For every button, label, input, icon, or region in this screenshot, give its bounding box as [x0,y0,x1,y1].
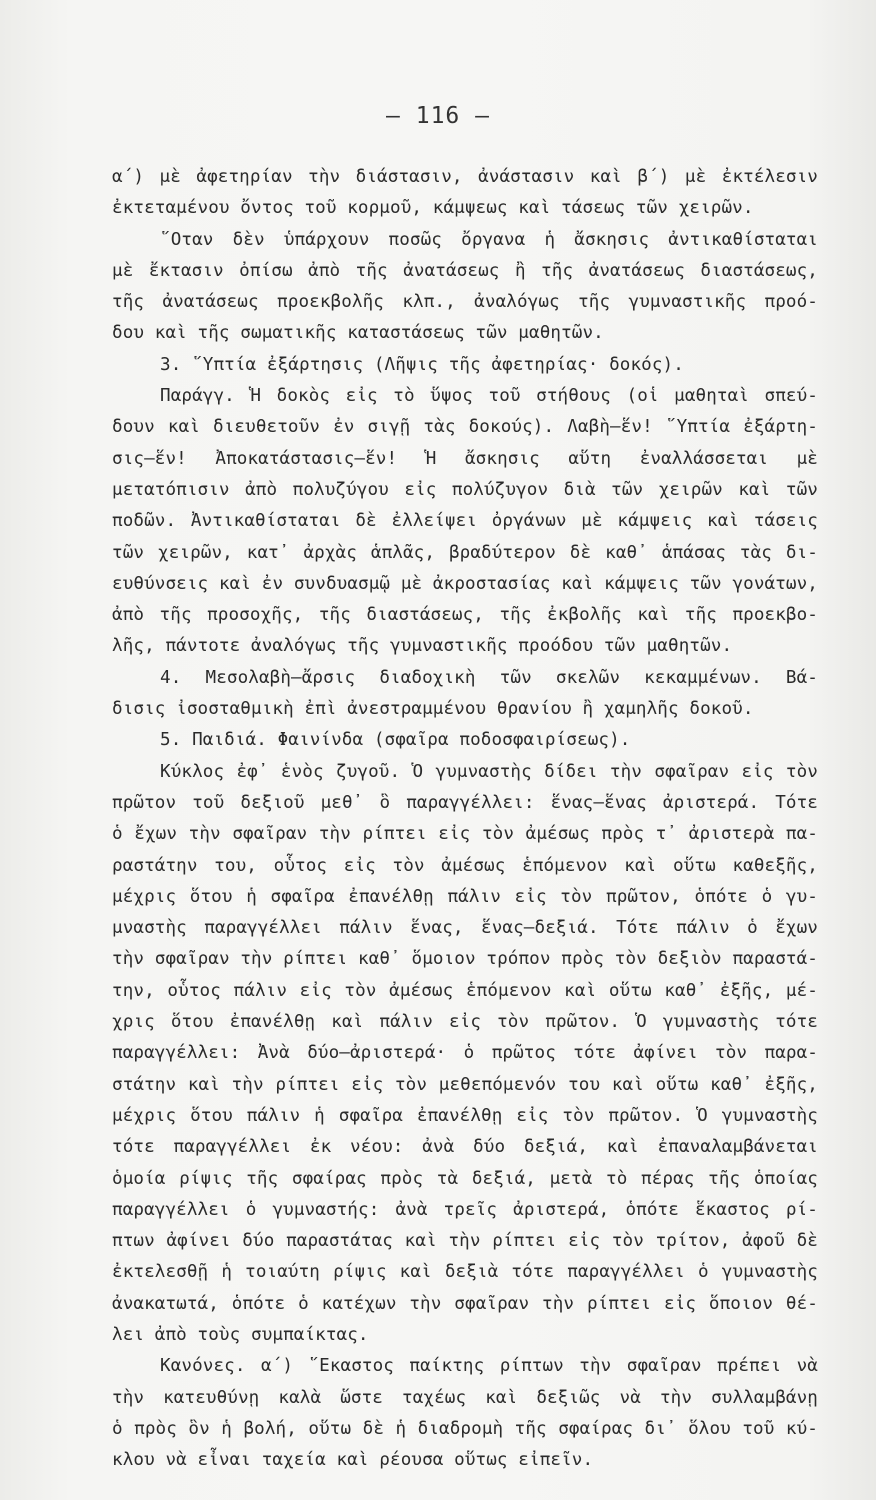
text-line: μναστὴς παραγγέλλει πάλιν ἕνας, ἕνας—δεξιά. Τότε πάλιν ὁ ἔχων [112,918,818,939]
text-line: τῶν χειρῶν, κατ᾽ ἀρχὰς ἁπλᾶς, βραδύτερον δὲ καθ᾽ ἁπάσας τὰς δι- [112,542,818,563]
text-line: παραγγέλλει: Ἀνὰ δύο—ἀριστερά· ὁ πρῶτος τότε ἀφίνει τὸν παρα- [112,1043,818,1064]
text-line: την, οὗτος πάλιν εἰς τὸν ἀμέσως ἑπόμενον καὶ οὕτω καθ᾽ ἐξῆς, μέ- [112,980,818,1001]
text-line: ὁ ἔχων τὴν σφαῖραν τὴν ρίπτει εἰς τὸν ἀμέσως πρὸς τ᾽ ἀριστερὰ πα- [112,824,818,845]
page-number: — 116 — [386,103,490,129]
text-line: κλου νὰ εἶναι ταχεία καὶ ρέουσα οὕτως εἰπεῖν. [112,1450,594,1471]
text-line: 3. ῞Υπτία ἐξάρτησις (Λῆψις τῆς ἀφετηρίας· δοκός). [160,354,684,375]
text-line: λει ἀπὸ τοὺς συμπαίκτας. [112,1324,369,1345]
text-line: δου καὶ τῆς σωματικῆς καταστάσεως τῶν μαθητῶν. [112,323,604,344]
text-line: ραστάτην του, οὗτος εἰς τὸν ἀμέσως ἑπόμενον καὶ οὕτω καθεξῆς, [112,855,818,876]
text-line: μὲ ἔκτασιν ὀπίσω ἀπὸ τῆς ἀνατάσεως ἢ τῆς ἀνατάσεως διαστάσεως, [112,260,818,281]
text-line: τὴν κατευθύνῃ καλὰ ὥστε ταχέως καὶ δεξιῶς νὰ τὴν συλλαμβάνῃ [112,1387,818,1408]
text-line: Κανόνες. α΄) ῞Εκαστος παίκτης ρίπτων τὴν σφαῖραν πρέπει νὰ [160,1356,818,1377]
text-line: ἀπὸ τῆς προσοχῆς, τῆς διαστάσεως, τῆς ἐκβολῆς καὶ τῆς προεκβο- [112,605,818,626]
text-line: στάτην καὶ τὴν ρίπτει εἰς τὸν μεθεπόμενόν του καὶ οὕτω καθ᾽ ἐξῆς, [112,1074,818,1095]
text-line: μετατόπισιν ἀπὸ πολυζύγου εἰς πολύζυγον διὰ τῶν χειρῶν καὶ τῶν [112,479,818,500]
text-line: ὁμοία ρίψις τῆς σφαίρας πρὸς τὰ δεξιά, μετὰ τὸ πέρας τῆς ὁποίας [112,1168,818,1189]
text-line: ἐκτεταμένου ὄντος τοῦ κορμοῦ, κάμψεως καὶ τάσεως τῶν χειρῶν. [112,198,754,219]
text-line: ῞Οταν δὲν ὑπάρχουν ποσῶς ὄργανα ἡ ἄσκησις ἀντικαθίσταται [160,229,818,250]
text-line: δισις ἰσοσταθμικὴ ἐπὶ ἀνεστραμμένου θρανίου ἢ χαμηλῆς δοκοῦ. [112,699,754,720]
text-line: μέχρις ὅτου πάλιν ἡ σφαῖρα ἐπανέλθῃ εἰς τὸν πρῶτον. Ὁ γυμναστὴς [112,1105,818,1126]
body-text [112,162,818,1476]
text-line: ευθύνσεις καὶ ἐν συνδυασμῷ μὲ ἀκροστασίας καὶ κάμψεις τῶν γονάτων, [112,573,818,594]
text-line: ἀνακατωτά, ὁπότε ὁ κατέχων τὴν σφαῖραν τὴν ρίπτει εἰς ὅποιον θέ- [112,1293,818,1314]
text-line: α΄) μὲ ἀφετηρίαν τὴν διάστασιν, ἀνάστασιν καὶ β΄) μὲ ἐκτέλεσιν [112,167,818,187]
text-line: χρις ὅτου ἐπανέλθῃ καὶ πάλιν εἰς τὸν πρῶτον. Ὁ γυμναστὴς τότε [112,1012,818,1033]
text-line: πρῶτον τοῦ δεξιοῦ μεθ᾽ ὃ παραγγέλλει: ἕνας—ἕνας ἀριστερά. Τότε [112,792,818,813]
text-line: ἐκτελεσθῇ ἡ τοιαύτη ρίψις καὶ δεξιὰ τότε παραγγέλλει ὁ γυμναστὴς [112,1262,818,1283]
text-line: λῆς, πάντοτε ἀναλόγως τῆς γυμναστικῆς προόδου τῶν μαθητῶν. [112,636,733,657]
text-line: ποδῶν. Ἀντικαθίσταται δὲ ἐλλείψει ὀργάνων μὲ κάμψεις καὶ τάσεις [112,511,818,532]
text-line: 5. Παιδιά. Φαινίνδα (σφαῖρα ποδοσφαιρίσεως). [160,730,631,751]
text-line: τὴν σφαῖραν τὴν ρίπτει καθ᾽ ὅμοιον τρόπον πρὸς τὸν δεξιὸν παραστά- [112,949,818,970]
text-line: τῆς ἀνατάσεως προεκβολῆς κλπ., ἀναλόγως τῆς γυμναστικῆς προό- [112,292,818,313]
text-line: 4. Μεσολαβὴ—ἄρσις διαδοχικὴ τῶν σκελῶν κεκαμμένων. Βά- [160,667,818,688]
text-line: πτων ἀφίνει δύο παραστάτας καὶ τὴν ρίπτει εἰς τὸν τρίτον, ἀφοῦ δὲ [112,1231,818,1252]
text-line: Παράγγ. Ἡ δοκὸς εἰς τὸ ὕψος τοῦ στήθους (οἱ μαθηταὶ σπεύ- [160,386,818,407]
text-line: παραγγέλλει ὁ γυμναστής: ἀνὰ τρεῖς ἀριστερά, ὁπότε ἕκαστος ρί- [112,1199,818,1220]
text-line: τότε παραγγέλλει ἐκ νέου: ἀνὰ δύο δεξιά, καὶ ἐπαναλαμβάνεται [112,1137,818,1158]
text-line: Κύκλος ἐφ᾽ ἑνὸς ζυγοῦ. Ὁ γυμναστὴς δίδει τὴν σφαῖραν εἰς τὸν [160,761,818,782]
text-line: μέχρις ὅτου ἡ σφαῖρα ἐπανέλθῃ πάλιν εἰς τὸν πρῶτον, ὁπότε ὁ γυ- [112,886,818,907]
text-line: δουν καὶ διευθετοῦν ἐν σιγῇ τὰς δοκούς). Λαβὴ—ἕν! ῞Υπτία ἐξάρτη- [112,417,818,438]
text-line: ὁ πρὸς ὃν ἡ βολή, οὕτω δὲ ἡ διαδρομὴ τῆς σφαίρας δι᾽ ὅλου τοῦ κύ- [112,1418,818,1439]
text-line: σις—ἕν! Ἀποκατάστασις—ἕν! Ἡ ἄσκησις αὕτη ἐναλλάσσεται μὲ [112,448,818,469]
